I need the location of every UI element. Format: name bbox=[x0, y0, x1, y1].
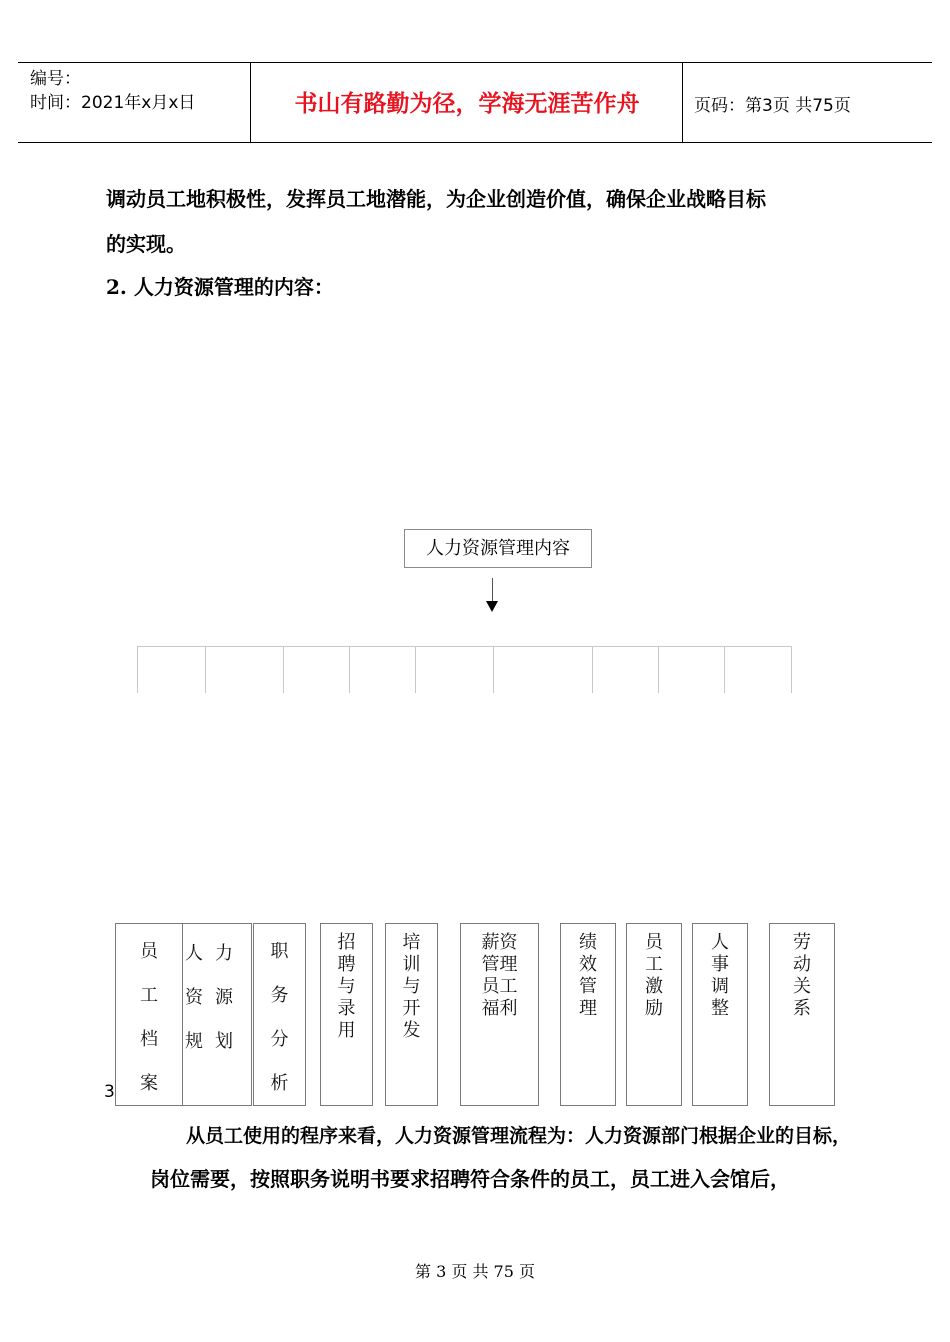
header-divider bbox=[250, 63, 251, 142]
diagram-connector bbox=[493, 646, 494, 693]
diagram-child-box bbox=[320, 923, 373, 1106]
diagram-child-box bbox=[385, 923, 438, 1106]
diagram-child-label: 薪资 管理 员工 福利 bbox=[481, 932, 518, 1019]
header-divider bbox=[682, 63, 683, 142]
diagram-child-label: 员 工 档 案 bbox=[140, 941, 158, 1094]
diagram-connector bbox=[415, 646, 416, 693]
diagram-child-label: 招 聘 与 录 用 bbox=[337, 932, 356, 1041]
diagram-child-box bbox=[560, 923, 616, 1106]
diagram-connector bbox=[283, 646, 284, 693]
diagram-child-label: 培 训 与 开 发 bbox=[402, 932, 421, 1041]
diagram-child-box bbox=[626, 923, 682, 1106]
diagram-child-label: 人 事 调 整 bbox=[711, 932, 729, 1019]
document-time-label: 时间：2021年x月x日 bbox=[30, 93, 196, 113]
page-header bbox=[18, 62, 932, 143]
diagram-child-box bbox=[115, 923, 183, 1106]
diagram-child-label: 人力 bbox=[185, 943, 245, 964]
diagram-root-box: 人力资源管理内容 bbox=[404, 529, 592, 568]
diagram-connector bbox=[137, 646, 791, 647]
body-text-line: 从员工使用的程序来看，人力资源管理流程为：人力资源部门根据企业的目标， bbox=[186, 1125, 852, 1147]
diagram-child-box bbox=[692, 923, 748, 1106]
section-number-fragment: 3 bbox=[104, 1082, 115, 1102]
section-heading: 2. 人力资源管理的内容： bbox=[106, 275, 334, 299]
diagram-connector bbox=[658, 646, 659, 693]
body-text-line: 岗位需要，按照职务说明书要求招聘符合条件的员工，员工进入会馆后， bbox=[150, 1167, 790, 1191]
header-meta bbox=[30, 67, 195, 115]
diagram-child-label: 资源 bbox=[185, 987, 245, 1008]
diagram-connector bbox=[349, 646, 350, 693]
header-motto: 书山有路勤为径，学海无涯苦作舟 bbox=[294, 91, 640, 117]
arrow-down-icon bbox=[486, 601, 498, 612]
diagram-child-box bbox=[769, 923, 835, 1106]
diagram-connector bbox=[724, 646, 725, 693]
body-text-line: 的实现。 bbox=[106, 232, 186, 256]
diagram-child-label: 劳 动 关 系 bbox=[793, 932, 811, 1019]
diagram-connector bbox=[205, 646, 206, 693]
page-footer: 第 3 页 共 75 页 bbox=[415, 1262, 535, 1281]
document-number-label: 编号： bbox=[30, 69, 81, 89]
diagram-child-box bbox=[460, 923, 539, 1106]
diagram-connector bbox=[791, 646, 792, 693]
diagram-connector bbox=[592, 646, 593, 693]
diagram-child-label: 员 工 激 励 bbox=[645, 932, 663, 1019]
header-page-info: 页码：第3页 共75页 bbox=[694, 96, 851, 116]
diagram-child-label: 绩 效 管 理 bbox=[579, 932, 597, 1019]
body-text-line: 调动员工地积极性，发挥员工地潜能，为企业创造价值，确保企业战略目标 bbox=[106, 187, 766, 211]
diagram-child-label: 职 务 分 析 bbox=[270, 941, 289, 1094]
diagram-child-box bbox=[253, 923, 306, 1106]
diagram-child-label: 规划 bbox=[185, 1031, 245, 1052]
diagram-connector bbox=[137, 646, 138, 693]
